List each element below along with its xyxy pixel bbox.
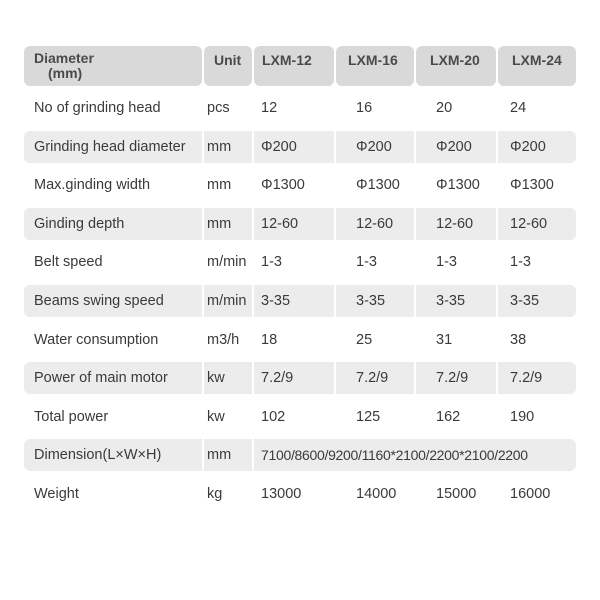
row-value: 3-35 <box>254 285 334 317</box>
row-unit: mm <box>204 208 252 240</box>
row-value: 12-60 <box>498 208 576 240</box>
header-model-lxm-20: LXM-20 <box>416 46 496 86</box>
row-value: 7.2/9 <box>498 362 576 394</box>
table-row <box>24 246 576 285</box>
row-value: 1-3 <box>261 254 282 271</box>
row-unit: kw <box>207 408 225 425</box>
table-row <box>24 208 576 247</box>
header-model-lxm-24: LXM-24 <box>498 46 576 86</box>
row-label: Water consumption <box>34 331 159 348</box>
row-value: 1-3 <box>510 254 531 271</box>
row-label: Total power <box>34 408 109 425</box>
row-value: 3-35 <box>336 285 414 317</box>
row-value: 1-3 <box>436 254 457 271</box>
row-unit: kw <box>204 362 252 394</box>
table-header <box>24 46 576 88</box>
row-value: 24 <box>510 100 527 116</box>
row-value: 3-35 <box>416 285 496 317</box>
row-value: 190 <box>510 408 535 425</box>
row-value: 162 <box>436 408 461 425</box>
row-label: Power of main motor <box>24 362 202 394</box>
row-value: 38 <box>510 331 527 348</box>
row-value: Φ1300 <box>510 177 554 194</box>
table-row <box>24 324 576 363</box>
spec-table <box>24 46 576 517</box>
row-value: 12-60 <box>336 208 414 240</box>
row-value: 25 <box>356 331 373 348</box>
row-value: 13000 <box>261 485 302 502</box>
row-value: 12 <box>261 100 278 116</box>
row-value: 7.2/9 <box>254 362 334 394</box>
table-row <box>24 131 576 170</box>
row-value: Φ200 <box>498 131 576 163</box>
row-label: Grinding head diameter <box>24 131 202 163</box>
row-label: Weight <box>34 485 79 502</box>
row-value: 7.2/9 <box>336 362 414 394</box>
row-value: 7.2/9 <box>416 362 496 394</box>
table-row <box>24 362 576 401</box>
row-value: Φ1300 <box>261 177 305 194</box>
table-row <box>24 478 576 517</box>
row-value: Φ200 <box>254 131 334 163</box>
row-label: Ginding depth <box>24 208 202 240</box>
row-unit: mm <box>204 439 252 471</box>
row-unit: mm <box>207 177 232 194</box>
header-model-lxm-16: LXM-16 <box>336 46 414 86</box>
row-label: No of grinding head <box>34 100 161 116</box>
row-value: 12-60 <box>254 208 334 240</box>
table-row <box>24 401 576 440</box>
row-label: Belt speed <box>34 254 103 271</box>
row-unit: kg <box>207 485 223 502</box>
row-label: Dimension(L×W×H) <box>24 439 202 471</box>
row-value-span: 7100/8600/9200/1160*2100/2200*2100/2200 <box>254 439 576 471</box>
row-value: 16000 <box>510 485 551 502</box>
row-unit: mm <box>204 131 252 163</box>
table-row <box>24 169 576 208</box>
table-row <box>24 285 576 324</box>
header-model-lxm-12: LXM-12 <box>254 46 334 86</box>
row-value: 102 <box>261 408 286 425</box>
row-unit: m/min <box>207 254 247 271</box>
row-value: 31 <box>436 331 453 348</box>
row-label: Beams swing speed <box>24 285 202 317</box>
row-value: Φ200 <box>336 131 414 163</box>
table-row <box>24 439 576 478</box>
row-value: Φ1300 <box>436 177 480 194</box>
row-value: 16 <box>356 100 373 116</box>
row-value: Φ200 <box>416 131 496 163</box>
row-value: 1-3 <box>356 254 377 271</box>
row-value: 15000 <box>436 485 477 502</box>
header-parameter-line2: (mm) <box>48 65 83 81</box>
row-value: 14000 <box>356 485 397 502</box>
row-value: 12-60 <box>416 208 496 240</box>
row-value: 125 <box>356 408 381 425</box>
header-parameter-line1: Diameter <box>34 50 94 66</box>
row-unit: m/min <box>204 285 252 317</box>
row-value: 18 <box>261 331 278 348</box>
table-row <box>24 92 576 131</box>
header-parameter <box>24 46 202 86</box>
row-value: Φ1300 <box>356 177 400 194</box>
row-value: 20 <box>436 100 453 116</box>
header-unit: Unit <box>204 46 252 86</box>
row-label: Max.ginding width <box>34 177 151 194</box>
row-unit: pcs <box>207 100 230 116</box>
row-unit: m3/h <box>207 331 240 348</box>
row-value: 3-35 <box>498 285 576 317</box>
